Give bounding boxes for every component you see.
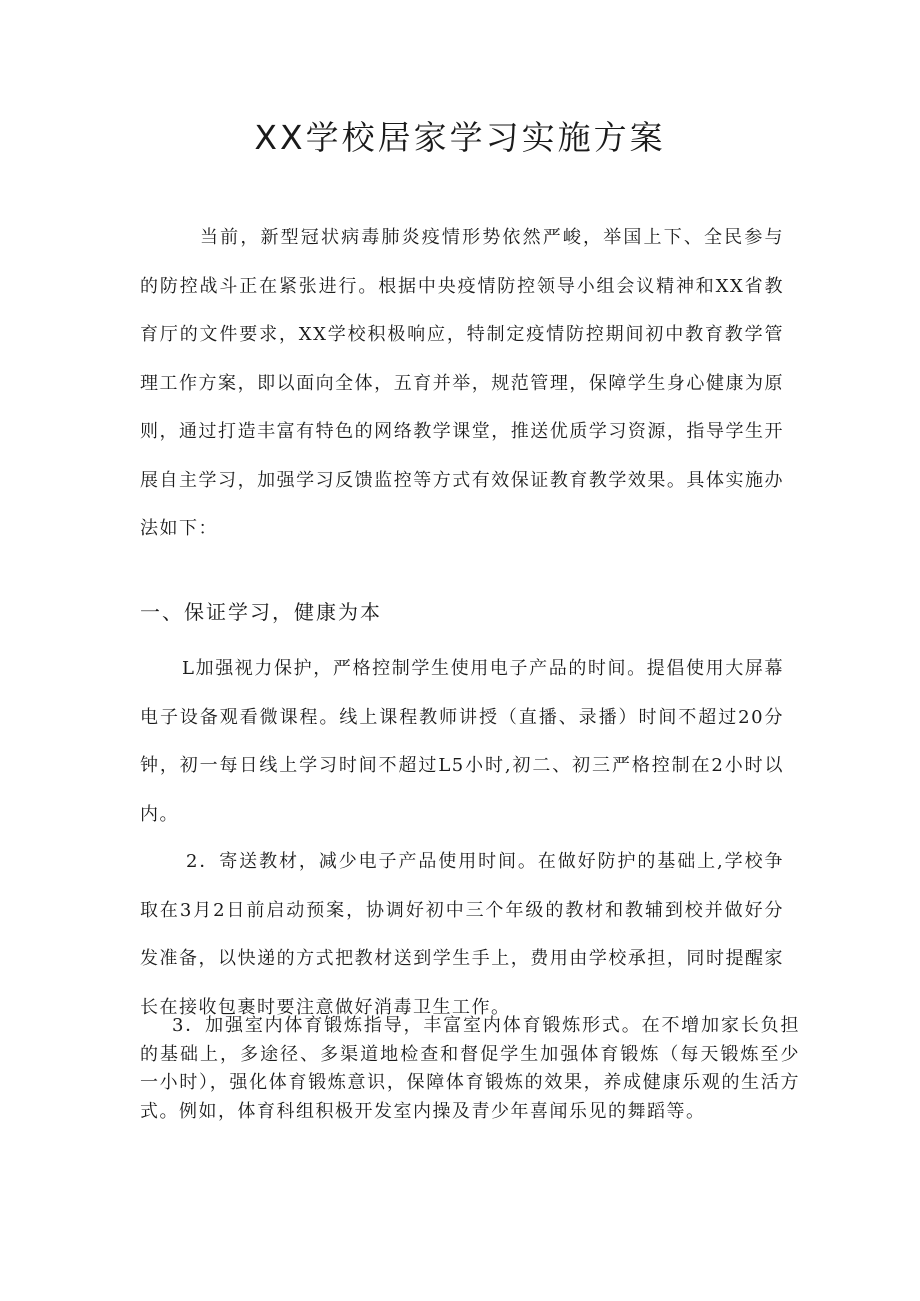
intro-paragraph: 当前，新型冠状病毒肺炎疫情形势依然严峻，举国上下、全民参与的防控战斗正在紧张进行。根据中央疫情防控领导小组会议精神和XX省教育厅的文件要求，XX学校积极响应，特制定疫情防控期间初中教育教学管理工作方案，即以面向全体，五育并举，规范管理，保障学生身心健康为原则，通过打造丰富有特色的网络教学课堂，推送优质学习资源，指导学生开展自主学习，加强学习反馈监控等方式有效保证教育教学效果。具体实施办法如下：: [140, 227, 784, 539]
section-item-3: 3．加强室内体育锻炼指导，丰富室内体育锻炼形式。在不增加家长负担的基础上，多途径、多渠道地检查和督促学生加强体育锻炼（每天锻炼至少一小时），强化体育锻炼意识，保障体育锻炼的效果，养成健康乐观的生活方式。例如，体育科组积极开发室内操及青少年喜闻乐见的舞蹈等。: [140, 1015, 800, 1122]
document-title: XX学校居家学习实施方案: [254, 118, 666, 157]
section-item-2: 2．寄送教材，减少电子产品使用时间。在做好防护的基础上,学校争取在3月2日前启动预案，协调好初中三个年级的教材和教辅到校并做好分发准备，以快递的方式把教材送到学生手上，费用由学校承担，同时提醒家长在接收包裹时要注意做好消毒卫生工作。: [140, 851, 784, 1018]
section-heading: 一、保证学习，健康为本: [140, 600, 382, 624]
section-item-1: L加强视力保护，严格控制学生使用电子产品的时间。提倡使用大屏幕电子设备观看微课程。线上课程教师讲授（直播、录播）时间不超过20分钟，初一每日线上学习时间不超过L5小时,初二、初三严格控制在2小时以内。: [140, 658, 784, 825]
